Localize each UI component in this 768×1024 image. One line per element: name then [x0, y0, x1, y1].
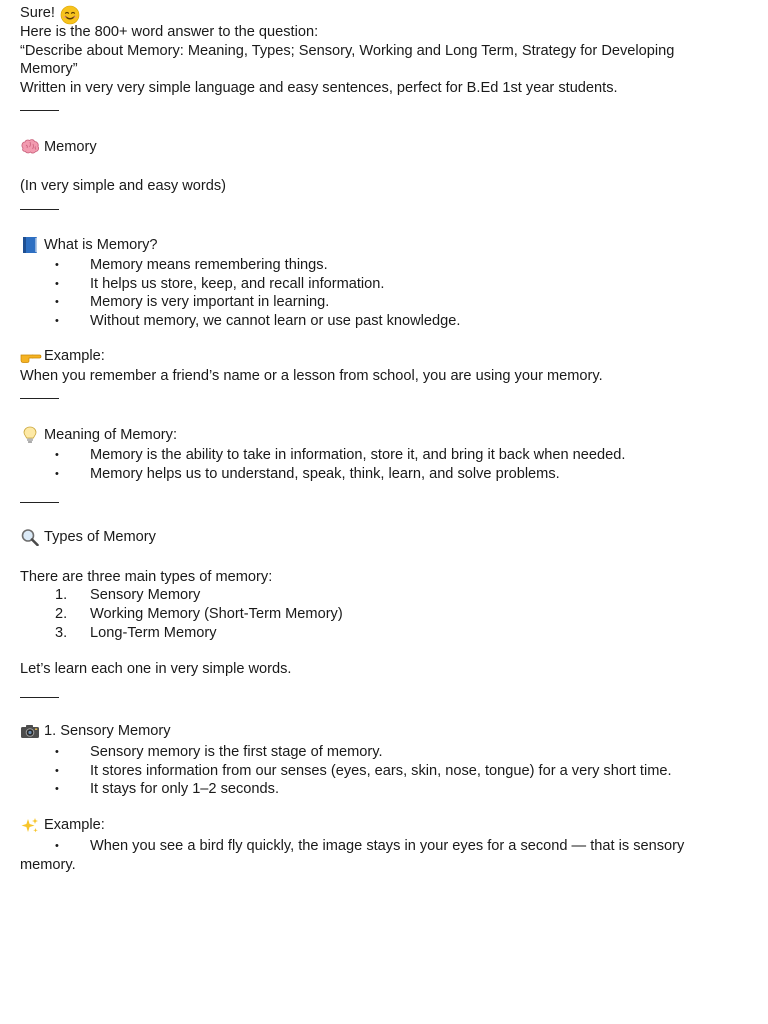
- bullet-marker: •: [55, 468, 59, 480]
- intro-line: Here is the 800+ word answer to the question:: [20, 24, 319, 40]
- intro-question-line: Memory”: [20, 61, 78, 78]
- list-number: 1.: [55, 587, 68, 604]
- greeting-text: Sure!: [20, 5, 55, 22]
- list-item-text: Memory means remembering things.: [90, 256, 328, 273]
- list-item-text: It stays for only 1–2 seconds.: [90, 781, 280, 798]
- list-item-text: Sensory Memory: [90, 587, 201, 604]
- blue-book-icon: [20, 236, 40, 254]
- list-item-text: It stores information from our senses (eyes, ears, skin, nose, tongue) for a very short time.: [90, 762, 672, 779]
- magnifying-glass-icon: [20, 528, 40, 546]
- example-heading: [20, 347, 740, 366]
- divider: [20, 97, 740, 137]
- list-item: [20, 465, 740, 484]
- bullet-marker: •: [55, 840, 59, 852]
- list-item: [20, 762, 740, 781]
- document-body: [20, 4, 740, 874]
- heading-text: 1. Sensory Memory: [44, 723, 171, 740]
- list-number: 2.: [55, 605, 68, 622]
- smiling-face-icon: [60, 5, 80, 23]
- what-is-memory-heading: [20, 236, 740, 255]
- what-is-memory-list: [20, 256, 740, 331]
- list-number: 3.: [55, 624, 68, 641]
- pointing-hand-icon: [20, 347, 40, 365]
- section-title-text: Memory: [44, 138, 97, 155]
- types-heading: [20, 528, 740, 547]
- list-item: [20, 312, 740, 331]
- list-item: [20, 780, 740, 799]
- sensory-list: [20, 743, 740, 799]
- intro-note-line: Written in very very simple language and easy sentences, perfect for B.Ed 1st year students.: [20, 79, 618, 96]
- sensory-heading: [20, 722, 740, 741]
- divider: [20, 679, 740, 721]
- list-item: [20, 586, 740, 605]
- divider: [20, 196, 740, 236]
- heading-text: What is Memory?: [44, 237, 158, 254]
- list-item: [20, 624, 740, 643]
- bullet-marker: •: [55, 449, 59, 462]
- list-item-text: It helps us store, keep, and recall information.: [90, 275, 385, 292]
- bullet-marker: •: [55, 277, 59, 290]
- list-item: [20, 446, 740, 465]
- list-item-text: Sensory memory is the first stage of memory.: [90, 743, 383, 760]
- light-bulb-icon: [20, 426, 40, 444]
- types-list: [20, 586, 740, 642]
- divider: [20, 484, 740, 525]
- list-item: [20, 293, 740, 312]
- bullet-marker: •: [55, 764, 59, 777]
- intro-question-line: “Describe about Memory: Meaning, Types; Sensory, Working and Long Term, Strategy for Developing: [20, 42, 675, 59]
- bullet-marker: •: [55, 745, 59, 758]
- example-bullet: [20, 837, 740, 856]
- sparkles-icon: [20, 817, 40, 835]
- example-text: When you remember a friend’s name or a lesson from school, you are using your memory.: [20, 367, 603, 384]
- list-item-text: Memory is the ability to take in information, store it, and bring it back when needed.: [90, 447, 626, 464]
- list-item-text: Working Memory (Short-Term Memory): [90, 605, 343, 622]
- example-text-continued: memory.: [20, 856, 76, 873]
- divider: [20, 385, 740, 425]
- bullet-marker: •: [55, 783, 59, 796]
- list-item-text: Without memory, we cannot learn or use past knowledge.: [90, 313, 461, 330]
- list-item: [20, 605, 740, 624]
- meaning-heading: [20, 425, 740, 444]
- list-item: [20, 256, 740, 275]
- types-outro: Let’s learn each one in very simple words.: [20, 661, 292, 678]
- list-item-text: Memory is very important in learning.: [90, 294, 330, 311]
- example-label: Example:: [44, 817, 105, 834]
- example-heading: [20, 816, 740, 835]
- heading-text: Meaning of Memory:: [44, 426, 178, 443]
- section-title: [20, 137, 740, 156]
- bullet-marker: •: [55, 258, 59, 271]
- example-text: When you see a bird fly quickly, the image stays in your eyes for a second — that is sensory: [90, 838, 685, 854]
- camera-icon: [20, 722, 40, 740]
- heading-text: Types of Memory: [44, 528, 156, 545]
- list-item: [20, 743, 740, 762]
- brain-icon: [20, 138, 40, 156]
- list-item-text: Memory helps us to understand, speak, think, learn, and solve problems.: [90, 466, 560, 482]
- list-item: [20, 275, 740, 294]
- bullet-marker: •: [55, 315, 59, 328]
- example-label: Example:: [44, 347, 105, 364]
- list-item-text: Long-Term Memory: [90, 624, 217, 641]
- subtitle-text: (In very simple and easy words): [20, 178, 227, 195]
- types-intro: There are three main types of memory:: [20, 568, 273, 585]
- bullet-marker: •: [55, 296, 59, 309]
- greeting-line: [20, 4, 740, 23]
- meaning-list: [20, 446, 740, 483]
